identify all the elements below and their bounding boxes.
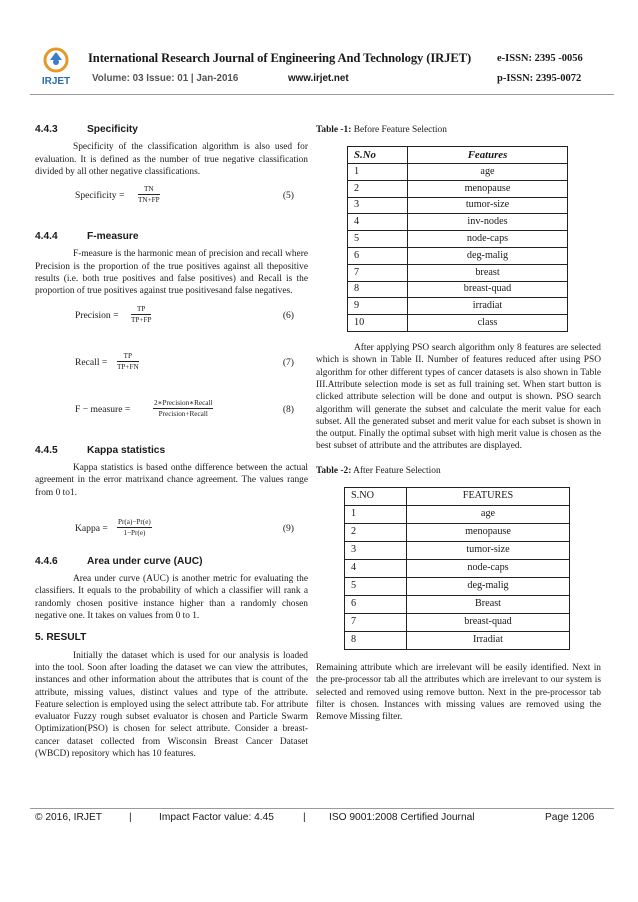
impact-factor: Impact Factor value: 4.45 xyxy=(159,812,274,823)
table-cell: inv-nodes xyxy=(408,214,568,231)
table-cell: 2 xyxy=(345,524,407,542)
denominator: TP+FN xyxy=(117,362,139,371)
table-row xyxy=(345,614,570,632)
table-1-caption xyxy=(316,124,601,136)
table-cell: breast-quad xyxy=(408,281,568,298)
irjet-logo xyxy=(34,44,78,88)
p-issn: p-ISSN: 2395-0072 xyxy=(497,73,582,84)
table-header-row xyxy=(348,147,568,164)
equation-lhs: Precision = xyxy=(75,309,119,321)
table-cell: 8 xyxy=(348,281,408,298)
section-heading-4-4-6 xyxy=(35,556,308,568)
left-column xyxy=(35,124,308,764)
numerator: Pr(a)−Pr(e) xyxy=(118,517,151,526)
equation-number: (9) xyxy=(282,522,294,534)
numerator: 2∗Precision∗Recall xyxy=(154,398,213,407)
section-heading-4-4-3 xyxy=(35,124,308,136)
numerator: TN xyxy=(138,184,160,195)
footer-separator: | xyxy=(129,812,132,823)
equation-fraction xyxy=(138,184,160,205)
table-cell: menopause xyxy=(407,524,570,542)
table-row xyxy=(348,298,568,315)
denominator: 1−Pr(e) xyxy=(123,528,146,537)
section-title: Area under curve (AUC) xyxy=(87,555,203,567)
table-cell: 10 xyxy=(348,315,408,332)
page-number: Page 1206 xyxy=(545,812,595,823)
denominator: TP+FP xyxy=(131,315,152,324)
equation-9 xyxy=(35,516,308,544)
table-cell: age xyxy=(407,506,570,524)
paragraph: Area under curve (AUC) is another metric for evaluating the classifiers. It equals to the probability of which a classifier will rank a randomly chosen positive instance higher than a randomly chosen negative one. It takes on values from 0 to 1. xyxy=(35,574,308,622)
equation-number: (7) xyxy=(282,356,294,368)
equation-lhs: Kappa = xyxy=(75,522,108,534)
table-row xyxy=(345,506,570,524)
table-cell: 5 xyxy=(348,231,408,248)
table-cell: 2 xyxy=(348,180,408,197)
denominator: TN+FP xyxy=(138,196,160,205)
table-cell: node-caps xyxy=(407,560,570,578)
copyright: © 2016, IRJET xyxy=(35,812,102,823)
numerator: TP xyxy=(117,351,139,362)
table-cell: 8 xyxy=(345,632,407,650)
equation-lhs: Specificity = xyxy=(75,190,125,202)
table-row xyxy=(348,231,568,248)
table-row xyxy=(345,524,570,542)
table-before-feature-selection xyxy=(347,146,568,332)
table-cell: age xyxy=(408,164,568,181)
logo-text: IRJET xyxy=(41,76,71,87)
table-cell: node-caps xyxy=(408,231,568,248)
caption-text: After Feature Selection xyxy=(351,465,441,476)
table-row xyxy=(348,197,568,214)
table-row xyxy=(345,560,570,578)
equation-number: (8) xyxy=(282,403,294,415)
caption-label: Table -1: xyxy=(316,125,352,135)
table-row xyxy=(348,164,568,181)
journal-title: International Research Journal of Engineering And Technology (IRJET) xyxy=(88,51,472,65)
section-heading-result: 5. RESULT xyxy=(35,632,87,644)
table-cell: deg-malig xyxy=(408,248,568,265)
equation-6 xyxy=(35,303,308,331)
section-number: 4.4.5 xyxy=(35,444,58,456)
table-cell: Breast xyxy=(407,596,570,614)
section-heading-4-4-5 xyxy=(35,445,308,457)
paragraph: Specificity of the classification algorithm is also used for evaluation. It is defined as the number of true negative classification divided by all other negative classifications. xyxy=(35,142,308,177)
footer-separator: | xyxy=(303,812,306,823)
footer-divider xyxy=(30,808,614,809)
table-cell: 4 xyxy=(348,214,408,231)
table-cell: 5 xyxy=(345,578,407,596)
column-header: S.NO xyxy=(345,488,407,506)
equation-lhs: F − measure = xyxy=(75,403,131,415)
equation-lhs: Recall = xyxy=(75,356,108,368)
table-cell: 3 xyxy=(345,542,407,560)
column-header: S.No xyxy=(348,147,408,164)
table-cell: 9 xyxy=(348,298,408,315)
table-cell: 1 xyxy=(348,164,408,181)
table-row xyxy=(348,180,568,197)
table-cell: 4 xyxy=(345,560,407,578)
table-cell: 1 xyxy=(345,506,407,524)
iso-certification: ISO 9001:2008 Certified Journal xyxy=(329,812,475,823)
paragraph: Remaining attribute which are irrelevant will be easily identified. Next in the pre-processor tab all the attributes which are irrelevant to our system is selected and removed using remove button. Next in the pre-processor tab filter is chosen. Instances with missing values are removed using the Remove Missing filter. xyxy=(316,663,601,723)
table-row xyxy=(345,596,570,614)
column-header: Features xyxy=(408,147,568,164)
table-cell: 7 xyxy=(348,264,408,281)
column-header: FEATURES xyxy=(407,488,570,506)
volume-issue: Volume: 03 Issue: 01 | Jan-2016 xyxy=(92,73,239,84)
table-row xyxy=(348,281,568,298)
table-cell: irradiat xyxy=(408,298,568,315)
equation-fraction xyxy=(131,304,151,325)
numerator: TP xyxy=(131,304,151,315)
section-number: 4.4.3 xyxy=(35,124,58,135)
table-cell: 7 xyxy=(345,614,407,632)
journal-website[interactable]: www.irjet.net xyxy=(288,73,349,84)
table-row xyxy=(348,315,568,332)
section-number: 4.4.6 xyxy=(35,555,58,567)
equation-number: (6) xyxy=(282,309,294,321)
right-column xyxy=(316,124,601,728)
page-header xyxy=(0,0,638,94)
table-cell: 3 xyxy=(348,197,408,214)
table-cell: Irradiat xyxy=(407,632,570,650)
table-cell: breast-quad xyxy=(407,614,570,632)
section-title: Specificity xyxy=(87,124,138,135)
table-cell: 6 xyxy=(345,596,407,614)
denominator: Precision+Recall xyxy=(158,409,208,418)
table-after-feature-selection xyxy=(344,487,570,650)
equation-fraction xyxy=(117,517,152,538)
table-row xyxy=(348,214,568,231)
table-row xyxy=(348,264,568,281)
equation-8 xyxy=(35,397,308,425)
table-cell: tumor-size xyxy=(407,542,570,560)
section-number: 4.4.4 xyxy=(35,231,58,243)
section-title: Kappa statistics xyxy=(87,444,166,456)
table-row xyxy=(345,632,570,650)
header-divider xyxy=(30,94,614,95)
equation-fraction xyxy=(117,351,139,372)
table-cell: 6 xyxy=(348,248,408,265)
table-row xyxy=(348,248,568,265)
paragraph: Initially the dataset which is used for our analysis is loaded into the tool. Soon after loading the dataset we can view the attributes, instances and other information about the attributes that is count of the attribute, missing values, distinct values and type of the attribute. Feature selection is employed using the select attribute tab. For attribute evaluator Fuzzy rough subset evaluator is chosen and Particle Swarm Optimization(PSO) is chosen for select attribute. Consider a breast-cancer dataset collected from Wisconsin Breast Cancer Dataset (WBCD) repository which has 10 features. xyxy=(35,650,308,760)
page-footer xyxy=(35,812,605,828)
equation-5 xyxy=(35,183,308,211)
paragraph: After applying PSO search algorithm only 8 features are selected which is shown in Table II. Number of features reduced after using PSO algorithm for other different types of cancer datasets is also shown in Table III.Attribute selection mode is set as full training set. When start button is clicked attribute selection will be done and output is shown. PSO search algorithm will generate the subset and calculate the merit value for each subset. All the generated subset and merit value for each subset is shown in the output. Finally the optimal subset with high merit value is chosen as the best subset of attribute and the attributes are displayed. xyxy=(316,343,601,452)
table-cell: deg-malig xyxy=(407,578,570,596)
section-heading-4-4-4 xyxy=(35,231,308,243)
equation-fraction xyxy=(153,398,213,419)
table-cell: menopause xyxy=(408,180,568,197)
table-row xyxy=(345,578,570,596)
table-cell: breast xyxy=(408,264,568,281)
e-issn: e-ISSN: 2395 -0056 xyxy=(497,53,583,64)
equation-7 xyxy=(35,350,308,378)
table-2-caption xyxy=(316,465,601,477)
caption-text: Before Feature Selection xyxy=(351,125,447,135)
section-title: F-measure xyxy=(87,231,139,243)
equation-number: (5) xyxy=(282,190,294,202)
paragraph: Kappa statistics is based onthe difference between the actual agreement in the error matrixand chance agreement. The values range from 0 to1. xyxy=(35,462,308,498)
table-cell: class xyxy=(408,315,568,332)
table-cell: tumor-size xyxy=(408,197,568,214)
table-row xyxy=(345,542,570,560)
table-header-row xyxy=(345,488,570,506)
caption-label: Table -2: xyxy=(316,465,352,476)
paragraph: F-measure is the harmonic mean of precision and recall where Precision is the proportion of the true positives against all thepositive results (i.e. both true positives and false positives) and Recall is the proportion of true positives against true positivesand false negatives. xyxy=(35,249,308,297)
